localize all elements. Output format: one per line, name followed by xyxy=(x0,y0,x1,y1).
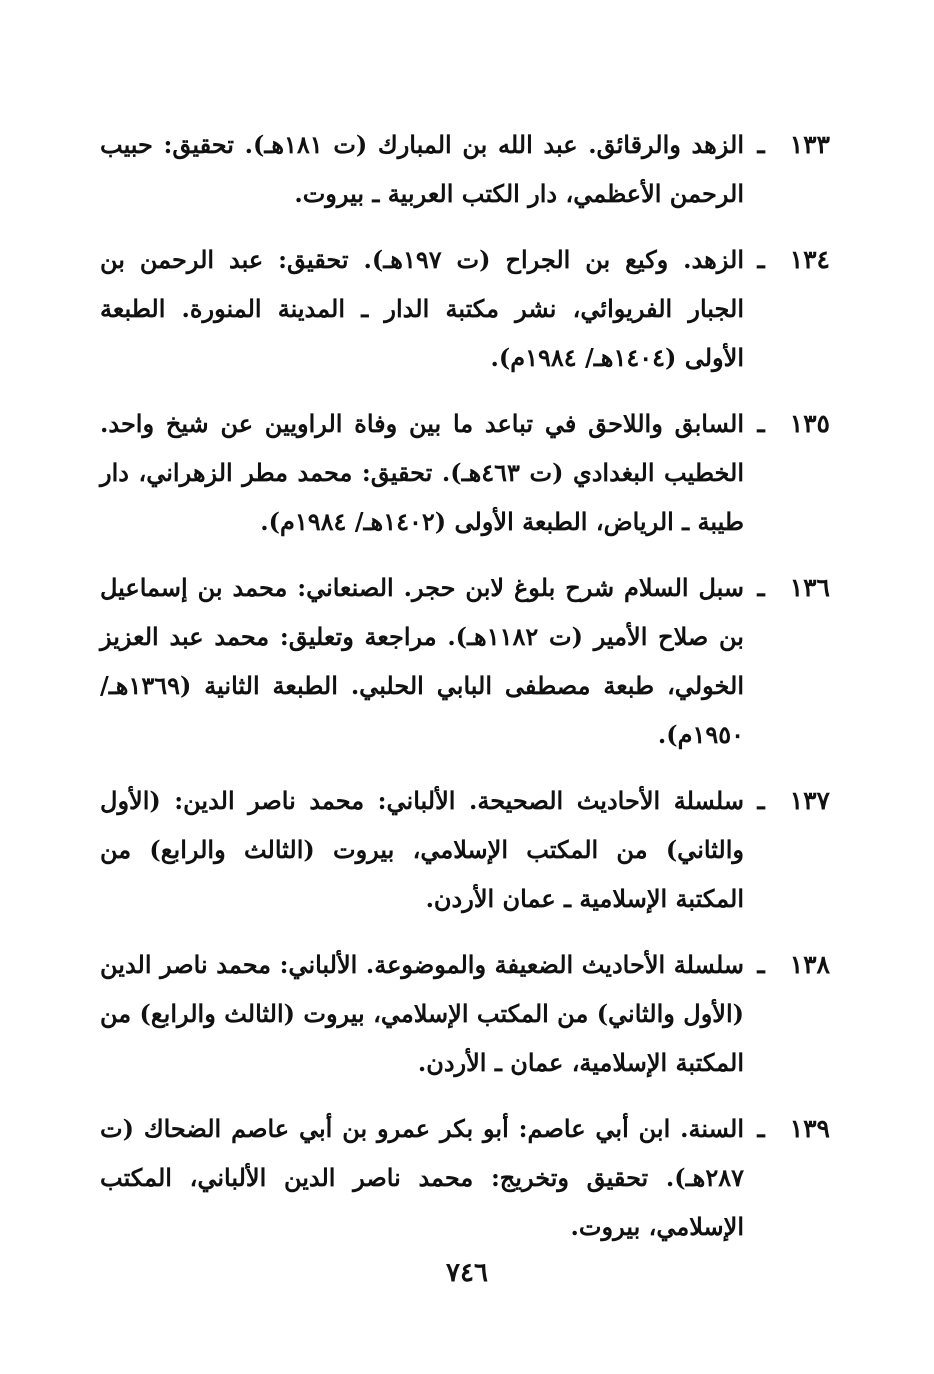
entry-dash: ـ xyxy=(757,950,765,979)
entry-dash: ـ xyxy=(757,786,765,815)
bibliography-entry-138 xyxy=(100,940,830,1087)
entry-number: ١٣٥ xyxy=(789,409,830,438)
bibliography-entry-133 xyxy=(100,120,830,218)
entry-dash: ـ xyxy=(757,1114,765,1143)
entry-dash: ـ xyxy=(757,573,765,602)
entry-text: سبل السلام شرح بلوغ لابن حجر. الصنعاني: محمد بن إسماعيل بن صلاح الأمير (ت ١١٨٢هـ). مراجعة وتعليق: محمد عبد العزيز الخولي، طبعة مصطفى البابي الحلبي. الطبعة الثانية (١٣٦٩هـ/ ١٩٥٠م). xyxy=(100,573,744,749)
entry-dash: ـ xyxy=(757,245,765,274)
bibliography-entry-135 xyxy=(100,399,830,546)
entry-text: السابق واللاحق في تباعد ما بين وفاة الراويين عن شيخ واحد. الخطيب البغدادي (ت ٤٦٣هـ). تحقيق: محمد مطر الزهراني، دار طيبة ـ الرياض، الطبعة الأولى (١٤٠٢هـ/ ١٩٨٤م). xyxy=(100,409,744,536)
entry-text: السنة. ابن أبي عاصم: أبو بكر عمرو بن أبي عاصم الضحاك (ت ٢٨٧هـ). تحقيق وتخريج: محمد ناصر الدين الألباني، المكتب الإسلامي، بيروت. xyxy=(100,1114,744,1241)
entry-number: ١٣٩ xyxy=(789,1114,830,1143)
entry-text: سلسلة الأحاديث الضعيفة والموضوعة. الألباني: محمد ناصر الدين (الأول والثاني) من المكتب الإسلامي، بيروت (الثالث والرابع) من المكتبة الإسلامية، عمان ـ الأردن. xyxy=(100,950,744,1077)
entry-number: ١٣٧ xyxy=(789,786,830,815)
entry-dash: ـ xyxy=(757,409,765,438)
bibliography-entry-134 xyxy=(100,235,830,382)
page-number: ٧٤٦ xyxy=(446,1258,488,1288)
entry-text: الزهد. وكيع بن الجراح (ت ١٩٧هـ). تحقيق: عبد الرحمن بن الجبار الفريوائي، نشر مكتبة الدار ـ المدينة المنورة. الطبعة الأولى (١٤٠٤هـ/ ١٩٨٤م). xyxy=(100,245,744,372)
entry-number: ١٣٤ xyxy=(789,245,830,274)
bibliography-entry-139 xyxy=(100,1104,830,1251)
entry-text: الزهد والرقائق. عبد الله بن المبارك (ت ١٨١هـ). تحقيق: حبيب الرحمن الأعظمي، دار الكتب العربية ـ بيروت. xyxy=(100,130,744,208)
entry-dash: ـ xyxy=(757,130,765,159)
bibliography-entry-137 xyxy=(100,776,830,923)
entry-number: ١٣٣ xyxy=(789,130,830,159)
entry-text: سلسلة الأحاديث الصحيحة. الألباني: محمد ناصر الدين: (الأول والثاني) من المكتب الإسلامي، بيروت (الثالث والرابع) من المكتبة الإسلامية ـ عمان الأردن. xyxy=(100,786,744,913)
entry-number: ١٣٨ xyxy=(789,950,830,979)
bibliography-list xyxy=(100,120,830,1268)
entry-number: ١٣٦ xyxy=(789,573,830,602)
bibliography-entry-136 xyxy=(100,563,830,759)
